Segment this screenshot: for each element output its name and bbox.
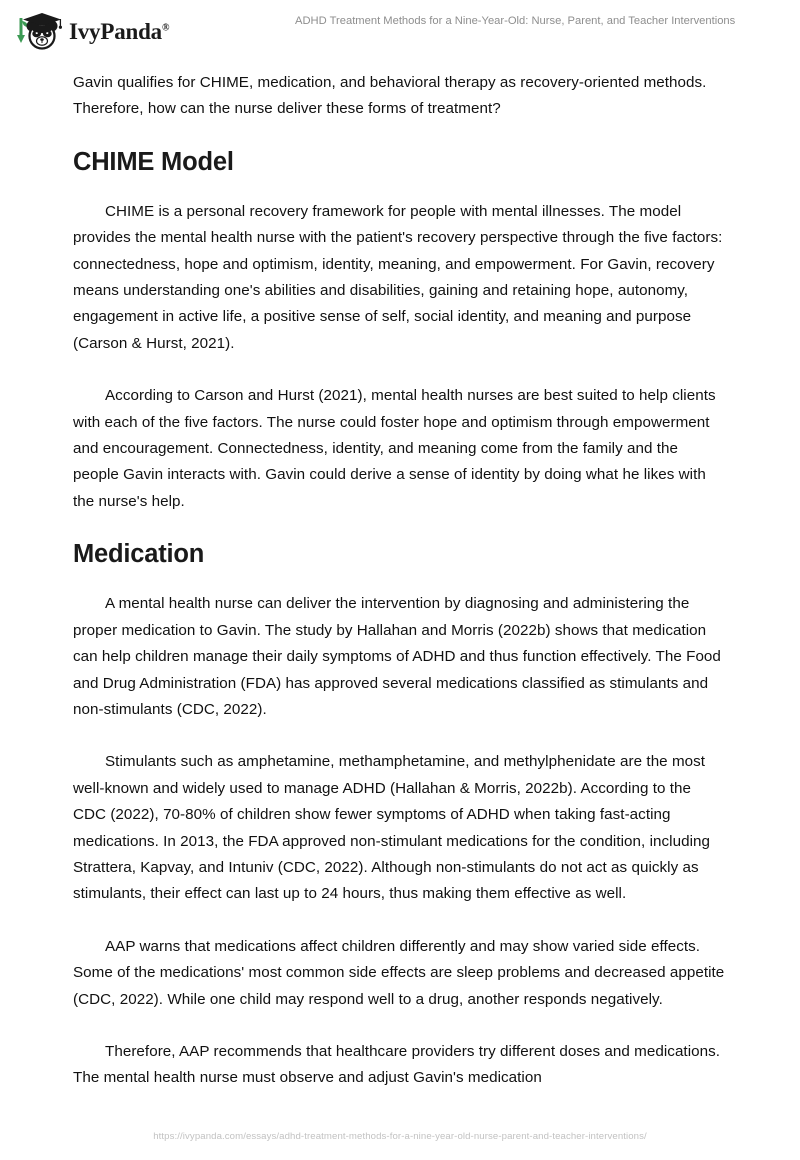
paragraph-chime-nurse-role: According to Carson and Hurst (2021), mental health nurses are best suited to help clients with each of the five factors. The nurse could foster hope and optimism through empowerment and encouragement. Connectedness, identity, and meaning come from the family and the people Gavin interacts with. Gavin could derive a sense of identity by doing what he likes with the nurse's help. <box>73 387 716 510</box>
brand-name: IvyPanda® <box>69 18 170 44</box>
page-header <box>0 0 800 58</box>
paragraph-stimulants: Stimulants such as amphetamine, methamphetamine, and methylphenidate are the most well-known and widely used to manage ADHD (Hallahan & Morris, 2022b). According to the CDC (2022), 70-80% of children show fewer symptoms of ADHD when taking fast-acting medications. In 2013, the FDA approved non-stimulant medications for the condition, including Strattera, Kapvay, and Intuniv (CDC, 2022). Although non-stimulants do not act as quickly as stimulants, their effect can last up to 24 hours, thus making them effective as well. <box>73 753 710 903</box>
footer-source-url[interactable]: https://ivypanda.com/essays/adhd-treatment-methods-for-a-nine-year-old-nurse-parent-and-teacher-interventions/ <box>153 1131 647 1142</box>
spacer <box>73 515 727 539</box>
spacer <box>73 123 727 147</box>
paragraph-side-effects: AAP warns that medications affect children differently and may show varied side effects. Some of the medications' most common side effects are sleep problems and decreased appetite (CDC, 2022). While one child may respond well to a drug, another responds negatively. <box>73 937 725 1008</box>
registered-mark: ® <box>161 21 170 33</box>
spacer <box>73 908 727 934</box>
paragraph-intro: Gavin qualifies for CHIME, medication, and behavioral therapy as recovery-oriented methods. Therefore, how can the nurse deliver these forms of treatment? <box>73 74 707 118</box>
spacer <box>73 1013 727 1039</box>
spacer <box>73 357 727 383</box>
panda-graduate-logo-icon <box>16 10 62 52</box>
spacer <box>73 177 727 199</box>
header-document-title: ADHD Treatment Methods for a Nine-Year-Old: Nurse, Parent, and Teacher Interventions <box>295 15 736 27</box>
section-heading-chime-model: CHIME Model <box>73 147 234 176</box>
page-footer <box>0 1126 800 1144</box>
brand-logo[interactable] <box>16 10 169 52</box>
paragraph-chime-definition: CHIME is a personal recovery framework for people with mental illnesses. The model provides the mental health nurse with the patient's recovery perspective through the five factors: connectedness, hope and optimism, identity, meaning, and empowerment. For Gavin, recovery means understanding one's abilities and disabilities, gaining and retaining hope, autonomy, engagement in active life, a positive sense of self, social identity, and meaning and purpose (Carson & Hurst, 2021). <box>73 202 723 352</box>
spacer <box>73 723 727 749</box>
paragraph-aap-recommendation: Therefore, AAP recommends that healthcare providers try different doses and medications. The mental health nurse must observe and adjust Gavin's medication <box>73 1042 721 1087</box>
document-body <box>73 70 727 1092</box>
section-heading-medication: Medication <box>73 540 205 569</box>
paragraph-medication-intervention: A mental health nurse can deliver the intervention by diagnosing and administering the proper medication to Gavin. The study by Hallahan and Morris (2022b) shows that medication can help children manage their daily symptoms of ADHD and thus function effectively. The Food and Drug Administration (FDA) has approved several medications classified as stimulants and non-stimulants (CDC, 2022). <box>73 595 721 718</box>
spacer <box>73 569 727 591</box>
